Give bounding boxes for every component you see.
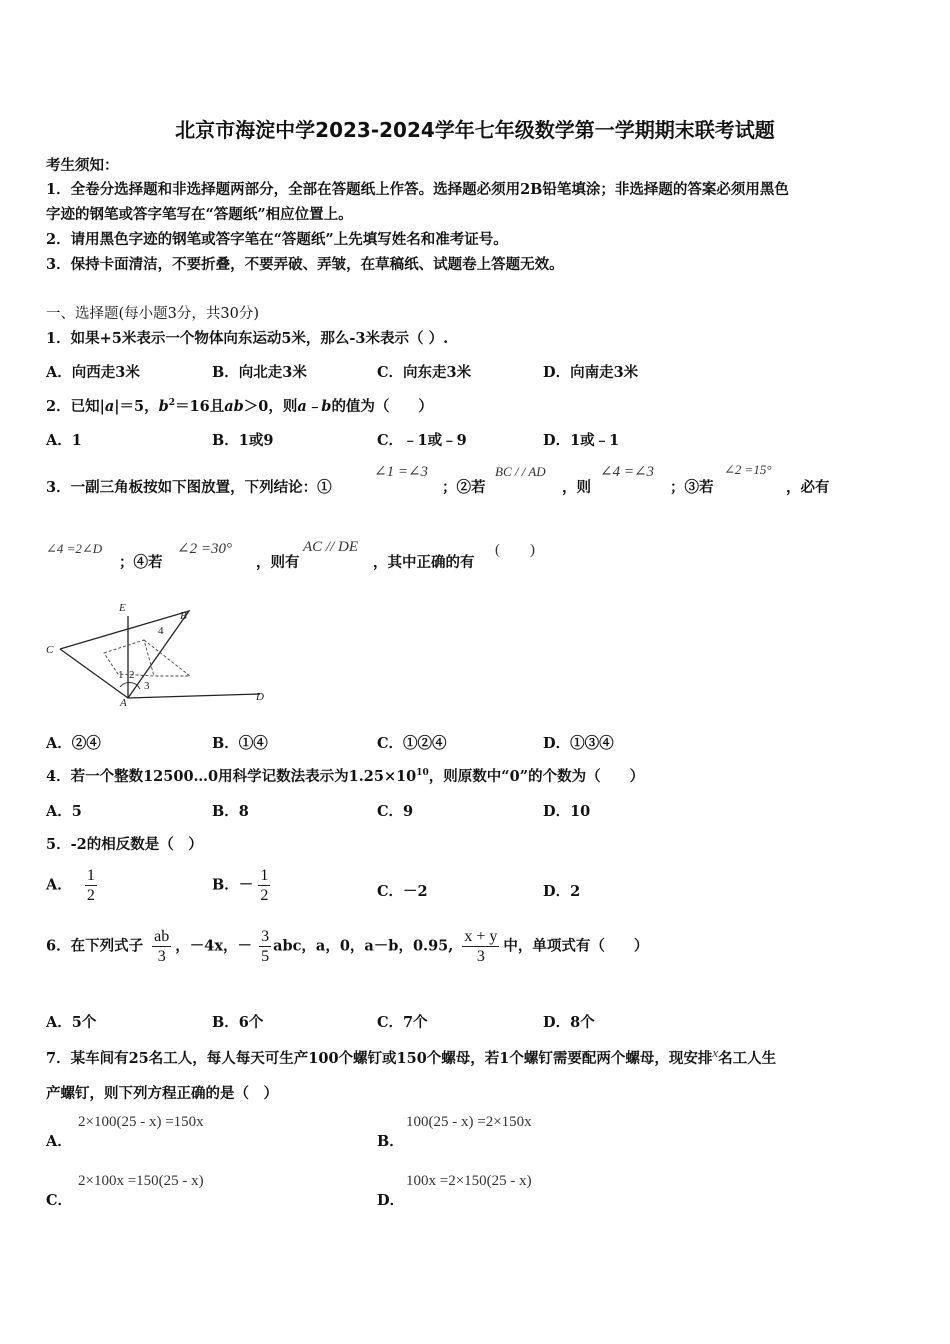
figure-label: 2: [129, 669, 135, 681]
figure-label: E: [119, 602, 126, 614]
math-parallel: BC / / AD: [495, 464, 546, 479]
question-3-part: ；④若: [119, 554, 163, 571]
q7-option-b-equation: 100(25 - x) =2×150x: [406, 1114, 532, 1130]
math-angle-eq: ∠4 =∠3: [600, 464, 655, 480]
q5-option-c: C．－2: [377, 883, 428, 900]
q7-option-d-equation: 100x =2×150(25 - x): [406, 1173, 532, 1189]
q3-option-c: C．①②④: [377, 735, 447, 752]
section-heading: 一、选择题(每小题3分，共30分): [46, 306, 259, 322]
notice-header: 考生须知：: [46, 157, 119, 174]
q6-option-c: C．7个: [377, 1014, 428, 1031]
math-angle-eq: ∠2 =30°: [177, 541, 232, 557]
q1-option-c: C．向东走3米: [377, 364, 472, 381]
figure-label: 1: [118, 669, 124, 681]
notice-item: 2．请用黑色字迹的钢笔或答字笔在“答题纸”上先填写姓名和准考证号。: [46, 231, 508, 248]
q2-option-b: B．1或9: [212, 432, 274, 449]
q1-option-b: B．向北走3米: [212, 364, 307, 381]
q7-option-a-label: A．: [46, 1133, 72, 1150]
math-parallel: AC // DE: [303, 539, 358, 555]
q6-option-a: A．5个: [46, 1014, 97, 1031]
q6-option-d: D．8个: [543, 1014, 595, 1031]
question-7-stem-line2: 产螺钉，则下列方程正确的是（ ）: [46, 1085, 278, 1102]
notice-item: 字迹的钢笔或答字笔写在“答题纸”相应位置上。: [46, 206, 353, 223]
question-3-part: ；③若: [670, 479, 714, 496]
q2-option-a: A．1: [46, 432, 82, 449]
triangle-figure: [44, 598, 274, 710]
q7-option-b-label: B．: [377, 1133, 404, 1150]
question-3-part: ；②若: [442, 479, 486, 496]
question-6-stem: 6．在下列式子 $\frac{ab}{3}$ ，－4x，－ $\frac{3}{5}$ abc，a，0，a－b，0.95, $\frac{x + y}{3}$ 中，单项式有（ ）: [46, 928, 649, 965]
q5-option-d: D．2: [543, 883, 581, 900]
question-2-stem: 2．已知|a|＝5，$b^2=16$且ab＞0，则a﹣b的值为（ ）: [46, 398, 433, 415]
q3-option-b: B．①④: [212, 735, 268, 752]
page-title: 北京市海淀中学2023-2024学年七年级数学第一学期期末联考试题: [175, 118, 775, 142]
q4-option-c: C．9: [377, 803, 414, 820]
math-angle-eq: ∠4 =2∠D: [46, 541, 103, 556]
q6-option-b: B．6个: [212, 1014, 264, 1031]
q2-option-c: C．﹣1或﹣9: [377, 432, 467, 449]
question-3-part: ，则: [562, 479, 591, 496]
q4-option-d: D．10: [543, 803, 591, 820]
math-angle-eq: ∠1 =∠3: [374, 464, 429, 480]
question-3-part: ，必有: [786, 479, 830, 496]
notice-item: 1．全卷分选择题和非选择题两部分，全部在答题纸上作答。选择题必须用2B铅笔填涂；非选择题的答案必须用黑色: [46, 181, 789, 198]
q7-option-d-label: D．: [377, 1192, 405, 1209]
question-7-stem: 7．某车间有25名工人，每人每天可生产100个螺钉或150个螺母，若1个螺钉需要配两个螺母，现安排x名工人生: [46, 1045, 777, 1067]
q3-option-d: D．①③④: [543, 735, 614, 752]
q1-option-d: D．向南走3米: [543, 364, 639, 381]
q5-option-a: A． $\frac{1}{2}$: [46, 867, 95, 904]
question-4-stem: 4．若一个整数12500…0用科学记数法表示为$1.25\times 10^{10}$，则原数中“0”的个数为（ ）: [46, 768, 645, 785]
q7-option-c-equation: 2×100x =150(25 - x): [78, 1173, 204, 1189]
notice-item: 3．保持卡面清洁，不要折叠，不要弄破、弄皱，在草稿纸、试题卷上答题无效。: [46, 256, 564, 273]
figure-label: 4: [158, 625, 164, 637]
answer-parentheses: ( ): [495, 542, 535, 558]
q4-option-b: B．8: [212, 803, 249, 820]
q7-option-a-equation: 2×100(25 - x) =150x: [78, 1114, 204, 1130]
question-5-stem: 5．-2的相反数是（ ）: [46, 836, 203, 853]
question-3-part: 3．一副三角板按如下图放置，下列结论：①: [46, 479, 332, 496]
figure-label: C: [46, 644, 54, 656]
q7-option-c-label: C．: [46, 1192, 73, 1209]
q1-option-a: A．向西走3米: [46, 364, 140, 381]
question-3-part: ，其中正确的有: [373, 554, 475, 571]
question-3-part: ，则有: [256, 554, 300, 571]
q5-option-b: B．－ $\frac{1}{2}$: [212, 867, 269, 904]
question-1-stem: 1．如果+5米表示一个物体向东运动5米，那么-3米表示（ ）.: [46, 330, 449, 347]
figure-label: D: [256, 691, 264, 703]
figure-label: B: [180, 610, 187, 622]
figure-label: 3: [144, 680, 150, 692]
q2-option-d: D．1或﹣1: [543, 432, 620, 449]
math-angle-eq: ∠2 =15°: [724, 462, 772, 477]
q3-option-a: A．②④: [46, 735, 101, 752]
figure-label: A: [120, 697, 127, 709]
q4-option-a: A．5: [46, 803, 82, 820]
